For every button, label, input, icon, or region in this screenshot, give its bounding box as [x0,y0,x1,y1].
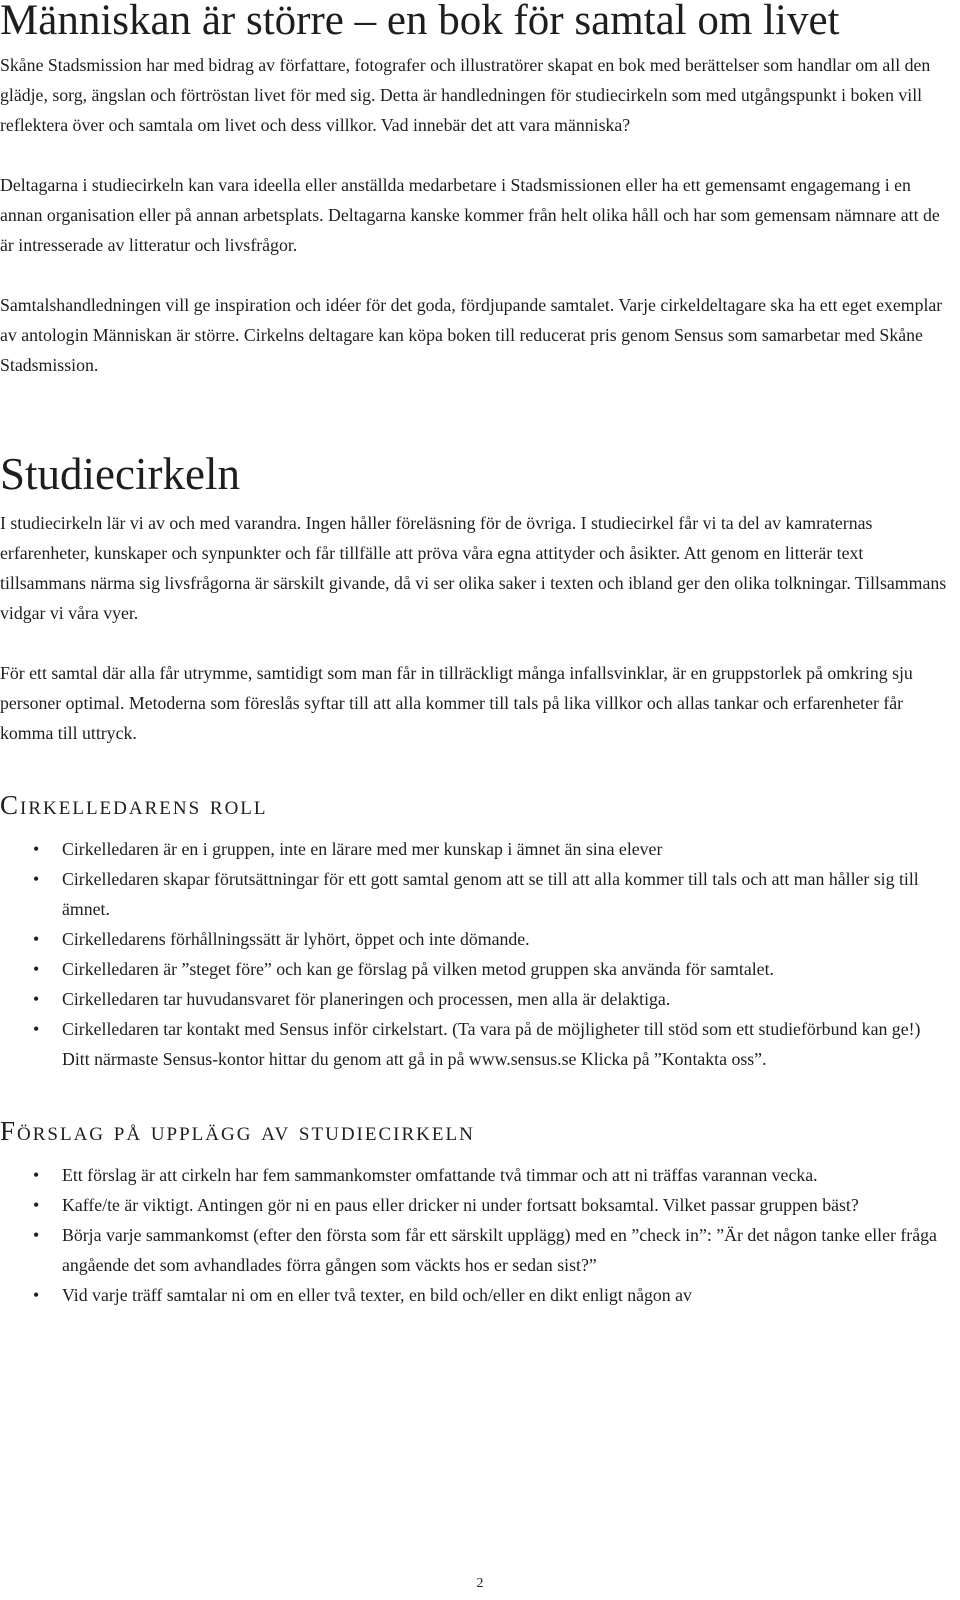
list-item-text: Cirkelledaren skapar förutsättningar för ett gott samtal genom att se till att alla kommer till tals och att man håller sig till ämnet. [62,869,919,919]
bullet-icon: • [33,1225,40,1245]
list-item [0,954,952,984]
intro-paragraph-2: Deltagarna i studiecirkeln kan vara ideella eller anställda medarbetare i Stadsmissionen eller ha ett gemensamt engagemang i en annan organisation eller på annan arbetsplats. Deltagarna kanske kommer från helt olika håll och har som gemensam nämnare att de är intresserade av litteratur och livsfrågor. [0,175,940,255]
bullet-icon: • [33,1019,40,1039]
list-item [0,864,952,924]
forslag-list [0,1160,952,1310]
section-heading-cirkelledarens-roll: Cirkelledarens roll [0,790,268,820]
bullet-icon: • [33,1285,40,1305]
list-item-text: Cirkelledaren är en i gruppen, inte en lärare med mer kunskap i ämnet än sina elever [62,839,663,859]
list-item-text: Cirkelledarens förhållningssätt är lyhört, öppet och inte dömande. [62,929,530,949]
intro-paragraph-3: Samtalshandledningen vill ge inspiration och idéer för det goda, fördjupande samtalet. Varje cirkeldeltagare ska ha ett eget exemplar av antologin Människan är större. Cirkelns deltagare kan köpa boken till reducerat pris genom Sensus som samarbetar med Skåne Stadsmission. [0,295,943,375]
bullet-icon: • [33,1195,40,1215]
list-item-text: Börja varje sammankomst (efter den första som får ett särskilt upplägg) med en ”check in”: ”Är det någon tanke eller fråga angående det som avhandlades förra gången som väckts hos er sedan sist?” [62,1225,937,1275]
list-item-text: Cirkelledaren tar huvudansvaret för planeringen och processen, men alla är delaktiga. [62,989,671,1009]
list-item [0,924,952,954]
studiecirkeln-paragraph-2: För ett samtal där alla får utrymme, samtidigt som man får in tillräckligt många infallsvinklar, är en gruppstorlek på omkring sju personer optimal. Metoderna som föreslås syftar till att alla kommer till tals på lika villkor och allas tankar och erfarenheter får komma till uttryck. [0,663,913,743]
list-item-text: Vid varje träff samtalar ni om en eller två texter, en bild och/eller en dikt enligt någon av [62,1285,692,1305]
list-item-text: Kaffe/te är viktigt. Antingen gör ni en paus eller dricker ni under fortsatt boksamtal. Vilket passar gruppen bäst? [62,1195,859,1215]
section-heading-forslag: Förslag på upplägg av studiecirkeln [0,1116,475,1146]
list-item [0,984,952,1014]
list-item [0,1014,952,1074]
section-heading-studiecirkeln: Studiecirkeln [0,449,240,499]
page-title: Människan är större – en bok för samtal om livet [0,0,840,44]
bullet-icon: • [33,1165,40,1185]
list-item-text: Ett förslag är att cirkeln har fem sammankomster omfattande två timmar och att ni träffas varannan vecka. [62,1165,818,1185]
page-number: 2 [476,1576,484,1591]
list-item [0,1280,952,1310]
bullet-icon: • [33,869,40,889]
cirkelledarens-roll-list [0,834,952,1074]
list-item [0,834,952,864]
bullet-icon: • [33,989,40,1009]
list-item [0,1160,952,1190]
list-item [0,1190,952,1220]
bullet-icon: • [33,959,40,979]
list-item [0,1220,952,1280]
studiecirkeln-paragraph-1: I studiecirkeln lär vi av och med varandra. Ingen håller föreläsning för de övriga. I studiecirkel får vi ta del av kamraternas erfarenheter, kunskaper och synpunkter och får tillfälle att pröva våra egna attityder och åsikter. Att genom en litterär text tillsammans närma sig livsfrågorna är särskilt givande, då vi ser olika saker i texten och ibland ger den olika tolkningar. Tillsammans vidgar vi våra vyer. [0,513,947,623]
list-item-text: Cirkelledaren är ”steget före” och kan ge förslag på vilken metod gruppen ska använda för samtalet. [62,959,774,979]
bullet-icon: • [33,839,40,859]
intro-paragraph-1: Skåne Stadsmission har med bidrag av författare, fotografer och illustratörer skapat en bok med berättelser som handlar om all den glädje, sorg, ängslan och förtröstan livet för med sig. Detta är handledningen för studiecirkeln som med utgångspunkt i boken vill reflektera över och samtala om livet och dess villkor. Vad innebär det att vara människa? [0,55,931,135]
list-item-text: Cirkelledaren tar kontakt med Sensus inför cirkelstart. (Ta vara på de möjligheter till stöd som ett studieförbund kan ge!) Ditt närmaste Sensus-kontor hittar du genom att gå in på www.sensus.se Klicka på ”Kontakta oss”. [62,1019,921,1069]
bullet-icon: • [33,929,40,949]
